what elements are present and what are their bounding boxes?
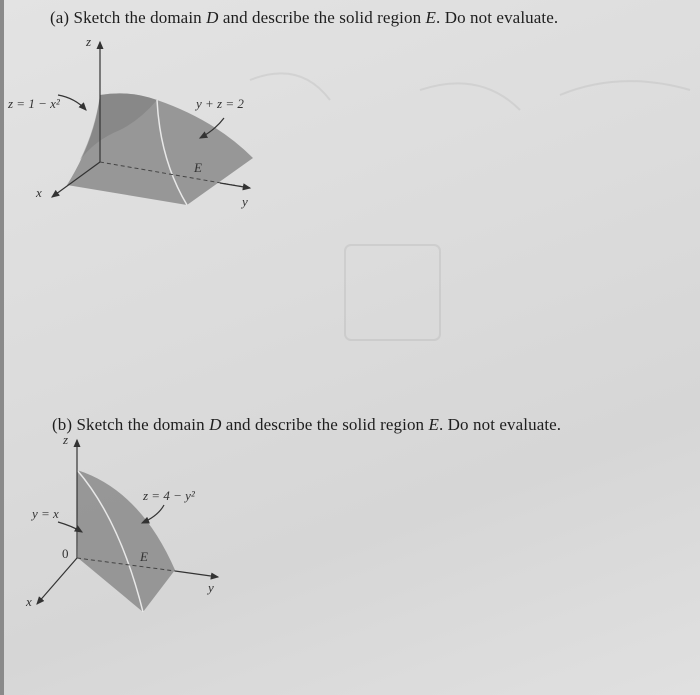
prompt-text: and describe the solid region bbox=[218, 8, 426, 27]
region-label-b: E bbox=[140, 549, 148, 564]
prompt-text: (b) Sketch the domain bbox=[52, 415, 210, 434]
origin-label-b: 0 bbox=[62, 546, 69, 561]
z-axis-label-a: z bbox=[86, 34, 92, 49]
arrow-surface-1-a bbox=[58, 95, 86, 110]
x-axis-label-a: x bbox=[36, 185, 42, 200]
var-d: D bbox=[206, 8, 219, 27]
bleed-through-mark bbox=[345, 245, 440, 340]
surface-label-2-b: z = 4 − y² bbox=[143, 488, 195, 503]
region-label-a: E bbox=[194, 160, 202, 175]
y-axis-a bbox=[220, 183, 250, 188]
prompt-text: . Do not evaluate. bbox=[438, 415, 562, 434]
surface-label-1-b: y = x bbox=[32, 506, 59, 521]
y-axis-label-b: y bbox=[208, 580, 214, 595]
surface-label-1-a: z = 1 − x² bbox=[8, 96, 60, 111]
figure-b bbox=[25, 432, 218, 612]
var-d: D bbox=[209, 415, 222, 434]
x-axis-label-b: x bbox=[26, 594, 32, 609]
surface-label-2-a: y + z = 2 bbox=[196, 96, 244, 111]
y-axis-b bbox=[175, 571, 218, 577]
prompt-text: (a) Sketch the domain bbox=[50, 8, 207, 27]
z-axis-label-b: z bbox=[63, 432, 69, 447]
prompt-text: and describe the solid region bbox=[221, 415, 429, 434]
prompt-text: . Do not evaluate. bbox=[436, 8, 559, 27]
var-e: E bbox=[425, 8, 437, 27]
x-axis-b bbox=[37, 558, 77, 604]
figure-a bbox=[7, 34, 253, 209]
y-axis-label-a: y bbox=[242, 194, 248, 209]
var-e: E bbox=[428, 415, 439, 434]
